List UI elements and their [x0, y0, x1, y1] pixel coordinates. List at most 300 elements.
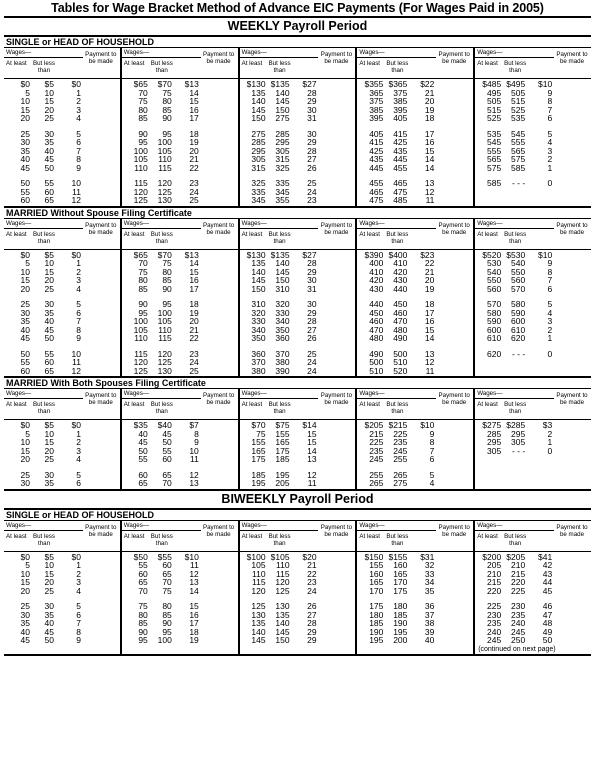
- table-row: [240, 334, 356, 343]
- but-less-value: 95: [162, 299, 172, 309]
- but-less-value: 20: [44, 275, 54, 285]
- but-less-value: 100: [157, 137, 172, 147]
- table-row: [240, 367, 356, 376]
- at-least-value: 85: [138, 618, 148, 628]
- at-least-value: 165: [251, 445, 266, 456]
- at-least-value: 45: [138, 437, 148, 447]
- at-least-label: At least: [477, 230, 498, 238]
- but-less-value: 40: [44, 145, 54, 156]
- payment-value: 50: [542, 635, 553, 645]
- at-least-label: At least: [241, 230, 263, 238]
- payment-value: 19: [424, 283, 435, 294]
- column-header: [4, 521, 120, 552]
- but-less-value: 435: [393, 145, 408, 156]
- at-least-value: 415: [369, 137, 384, 147]
- table-row: [4, 479, 120, 488]
- table-row: [122, 164, 238, 173]
- payment-value: 7: [76, 618, 81, 628]
- at-least-value: 130: [251, 609, 266, 620]
- payment-label: Payment to be made: [85, 523, 117, 538]
- but-less-value: 20: [44, 445, 54, 456]
- but-less-value: $530: [506, 249, 526, 260]
- payment-value: 7: [76, 145, 81, 156]
- at-least-value: $100: [246, 551, 266, 562]
- at-least-value: 50: [20, 178, 30, 188]
- but-less-label: But less than: [150, 401, 173, 415]
- at-least-value: 105: [133, 154, 148, 164]
- but-less-value: 515: [511, 96, 526, 106]
- column-header: [122, 521, 238, 552]
- wages-label: Wages—: [359, 390, 385, 397]
- wages-label: Wages—: [359, 219, 385, 227]
- payment-value: 9: [76, 333, 81, 343]
- header-rule: [357, 398, 436, 399]
- but-less-value: 30: [44, 299, 54, 309]
- but-less-value: 535: [511, 113, 526, 123]
- at-least-value: 365: [369, 87, 384, 98]
- payment-value: 18: [424, 299, 435, 309]
- but-less-value: 110: [276, 560, 290, 570]
- payment-value: 29: [307, 266, 317, 277]
- at-least-value: 90: [138, 626, 148, 637]
- header-rule: [122, 530, 201, 531]
- but-less-value: 555: [511, 137, 526, 147]
- header-rule: [4, 228, 83, 229]
- payment-value: $10: [538, 249, 553, 260]
- payment-value: 6: [76, 307, 81, 318]
- but-less-value: 60: [162, 560, 172, 570]
- header-rule: [475, 398, 554, 399]
- at-least-value: 140: [251, 96, 266, 106]
- row-block: [475, 79, 591, 124]
- at-least-value: 295: [251, 145, 266, 156]
- payment-value: 23: [189, 178, 199, 188]
- at-least-value: 95: [138, 635, 148, 645]
- at-least-value: 100: [133, 145, 148, 156]
- payment-value: 12: [424, 186, 435, 197]
- payment-value: 24: [307, 186, 317, 197]
- payment-value: 17: [424, 307, 435, 318]
- wage-column: [238, 48, 356, 206]
- at-least-value: 235: [369, 445, 384, 456]
- at-least-value: 80: [138, 609, 148, 620]
- but-less-value: 120: [157, 178, 172, 188]
- payment-value: 30: [307, 104, 317, 115]
- payment-value: 15: [189, 601, 199, 611]
- at-least-value: 185: [369, 618, 384, 628]
- payment-value: 19: [424, 104, 435, 115]
- but-less-value: 370: [275, 348, 290, 359]
- payment-value: 12: [424, 357, 435, 367]
- payment-value: 0: [547, 178, 553, 188]
- at-least-value: $275: [482, 420, 502, 430]
- at-least-value: 15: [20, 275, 30, 285]
- section-title: MARRIED With Both Spouses Filing Certificate: [4, 378, 591, 389]
- page: [4, 0, 591, 656]
- payment-label: Payment to be made: [556, 51, 588, 65]
- payment-value: 39: [424, 626, 435, 637]
- wages-label: Wages—: [241, 390, 267, 397]
- column-header: [475, 389, 591, 420]
- at-least-value: 225: [369, 437, 384, 447]
- section-title: SINGLE or HEAD OF HOUSEHOLD: [4, 37, 591, 48]
- at-least-value: 90: [138, 128, 148, 139]
- column-header: [357, 219, 473, 250]
- row-block: [4, 552, 120, 597]
- but-less-label: But less than: [150, 532, 173, 547]
- table-row: [122, 455, 238, 464]
- table-row: [357, 164, 473, 173]
- but-less-value: 380: [275, 357, 290, 367]
- at-least-value: 20: [20, 585, 30, 596]
- column-header: [4, 48, 120, 79]
- but-less-value: 50: [44, 162, 54, 173]
- but-less-value: $495: [506, 79, 526, 89]
- column-header: [357, 48, 473, 79]
- table-row: [357, 114, 473, 123]
- payment-label: Payment to be made: [556, 221, 588, 236]
- payment-value: 27: [307, 154, 317, 164]
- table-row: [475, 636, 591, 645]
- at-least-value: 455: [369, 178, 384, 188]
- payment-value: 29: [307, 307, 317, 318]
- payment-value: $0: [71, 420, 81, 430]
- payment-value: 14: [424, 154, 435, 164]
- row-block: [4, 420, 120, 465]
- at-least-value: 305: [251, 154, 266, 164]
- header-rule: [240, 530, 319, 531]
- column-header: [122, 389, 238, 420]
- but-less-value: 220: [511, 577, 526, 587]
- at-least-value: 125: [251, 601, 266, 611]
- payment-value: 2: [547, 154, 553, 164]
- at-least-value: 115: [134, 178, 148, 188]
- at-least-value: 440: [369, 299, 384, 309]
- payment-value: 42: [542, 560, 553, 570]
- at-least-value: 255: [369, 469, 384, 480]
- but-less-value: 560: [511, 275, 526, 285]
- but-less-value: 175: [393, 585, 408, 596]
- at-least-value: 470: [369, 324, 384, 335]
- at-least-value: 185: [251, 469, 266, 480]
- payment-value: $10: [420, 420, 435, 430]
- table-row: [4, 587, 120, 596]
- at-least-value: 115: [252, 577, 266, 587]
- but-less-value: 150: [275, 104, 290, 115]
- payment-value: 24: [307, 585, 317, 596]
- payment-value: 48: [542, 618, 553, 628]
- at-least-value: 135: [251, 618, 266, 628]
- payment-value: 16: [189, 275, 199, 285]
- wages-label: Wages—: [6, 390, 32, 397]
- at-least-label: At least: [241, 401, 263, 408]
- but-less-value: 585: [511, 162, 526, 173]
- row-block: [240, 178, 356, 206]
- table-row: [475, 164, 591, 173]
- at-least-value: 230: [487, 609, 502, 620]
- row-block: [4, 299, 120, 344]
- but-less-value: 250: [511, 635, 526, 645]
- at-least-value: 530: [487, 258, 502, 268]
- table-row: [475, 447, 591, 456]
- but-less-value: 545: [511, 128, 526, 139]
- column-header: [240, 521, 356, 552]
- row-block: [475, 420, 591, 456]
- wage-table: [4, 521, 591, 656]
- payment-value: 3: [76, 445, 81, 456]
- at-least-value: 30: [20, 307, 30, 318]
- payment-value: 24: [189, 186, 199, 197]
- payment-value: 11: [189, 560, 199, 570]
- but-less-value: 575: [511, 154, 526, 164]
- at-least-value: 70: [138, 258, 148, 268]
- payment-label: Payment to be made: [202, 523, 235, 538]
- but-less-value: 25: [44, 585, 54, 596]
- wage-column: [473, 219, 591, 377]
- but-less-value: 60: [44, 357, 54, 367]
- row-block: [357, 420, 473, 465]
- at-least-value: 75: [256, 428, 266, 439]
- but-less-value: 15: [44, 96, 54, 106]
- at-least-value: 125: [133, 195, 148, 205]
- at-least-value: 285: [487, 428, 502, 439]
- wage-column: [355, 389, 473, 489]
- row-block: [240, 79, 356, 124]
- payment-label: Payment to be made: [202, 392, 235, 406]
- table-row: [240, 455, 356, 464]
- at-least-value: 510: [369, 365, 384, 376]
- but-less-value: 70: [162, 478, 172, 488]
- but-less-value: 95: [162, 626, 172, 637]
- payment-value: 23: [307, 577, 317, 587]
- column-header: [475, 521, 591, 552]
- but-less-label: But less than: [268, 401, 291, 415]
- payment-value: 4: [547, 137, 553, 147]
- table-row: [4, 285, 120, 294]
- but-less-value: 245: [393, 445, 408, 456]
- at-least-value: 65: [138, 478, 148, 488]
- but-less-value: 465: [393, 178, 408, 188]
- payment-value: 11: [425, 195, 435, 205]
- table-row: [4, 251, 120, 260]
- payment-value: 7: [76, 316, 81, 326]
- column-header: [475, 219, 591, 250]
- payment-value: 22: [189, 333, 199, 343]
- but-less-value: 65: [44, 195, 54, 205]
- payment-value: 15: [307, 437, 317, 447]
- column-header: [357, 389, 473, 420]
- at-least-value: 30: [20, 478, 30, 488]
- at-least-value: $390: [364, 249, 384, 260]
- at-least-value: 20: [20, 454, 30, 464]
- payment-label: Payment to be made: [556, 523, 588, 538]
- but-less-value: 135: [275, 609, 290, 620]
- payment-value: 14: [189, 87, 199, 98]
- at-least-value: 545: [487, 137, 502, 147]
- at-least-value: 215: [369, 428, 384, 439]
- payment-value: 9: [194, 437, 199, 447]
- payment-value: 8: [76, 324, 81, 335]
- payment-value: 5: [547, 128, 553, 139]
- header-rule: [240, 398, 319, 399]
- table-row: [122, 196, 238, 205]
- row-block: [357, 552, 473, 597]
- row-block: [357, 129, 473, 174]
- but-less-label: But less than: [386, 230, 409, 245]
- at-least-value: 125: [133, 365, 148, 376]
- wages-label: Wages—: [477, 521, 503, 529]
- at-least-value: 40: [20, 626, 30, 637]
- but-less-value: 390: [275, 365, 290, 376]
- payment-value: 13: [189, 577, 199, 587]
- at-least-value: 40: [138, 428, 148, 439]
- payment-value: 7: [547, 104, 553, 115]
- but-less-value: 210: [511, 560, 526, 570]
- but-less-value: 325: [275, 162, 290, 173]
- payment-value: 8: [76, 626, 81, 637]
- payment-value: 38: [424, 618, 435, 628]
- but-less-value: 295: [275, 137, 290, 147]
- at-least-value: 35: [20, 316, 30, 326]
- table-row: [4, 196, 120, 205]
- table-row: [240, 479, 356, 488]
- row-block: [240, 552, 356, 597]
- but-less-value: 115: [158, 162, 172, 173]
- but-less-value: 110: [158, 324, 172, 335]
- at-least-value: 85: [138, 113, 148, 123]
- at-least-value: 30: [20, 609, 30, 620]
- but-less-value: 10: [44, 258, 54, 268]
- payment-value: 1: [547, 333, 553, 343]
- but-less-value: 45: [162, 428, 172, 439]
- payment-value: 21: [189, 324, 199, 335]
- but-less-value: 105: [157, 316, 172, 326]
- payment-value: 5: [76, 469, 81, 480]
- but-less-value: 55: [44, 178, 54, 188]
- but-less-value: 345: [275, 186, 290, 197]
- row-block: [122, 470, 238, 489]
- but-less-value: 195: [393, 626, 408, 637]
- payment-value: 14: [424, 162, 435, 173]
- table-row: [240, 636, 356, 645]
- payment-value: 19: [189, 307, 199, 318]
- but-less-value: 140: [275, 87, 290, 98]
- but-less-value: 230: [511, 601, 526, 611]
- table-row: [475, 587, 591, 596]
- at-least-label: At least: [123, 230, 145, 238]
- at-least-value: 120: [133, 186, 148, 197]
- but-less-value: 450: [393, 299, 408, 309]
- at-least-value: 110: [134, 162, 148, 173]
- but-less-value: 570: [511, 283, 526, 294]
- payment-value: 25: [307, 348, 317, 359]
- payment-label: Payment to be made: [320, 523, 353, 538]
- payment-value: 5: [429, 469, 435, 480]
- row-block: [475, 129, 591, 174]
- but-less-value: 415: [393, 128, 408, 139]
- at-least-label: At least: [6, 401, 27, 408]
- payment-value: 17: [189, 283, 199, 294]
- payment-value: 4: [76, 454, 81, 464]
- but-less-value: 165: [275, 437, 290, 447]
- payment-value: 13: [424, 178, 435, 188]
- wages-label: Wages—: [123, 521, 150, 529]
- but-less-value: 490: [393, 333, 408, 343]
- but-less-value: 155: [275, 428, 290, 439]
- but-less-value: 480: [393, 324, 408, 335]
- at-least-value: 10: [20, 568, 30, 579]
- payment-value: 29: [307, 626, 317, 637]
- column-header: [240, 219, 356, 250]
- row-block: [475, 178, 591, 189]
- but-less-label: But less than: [32, 230, 55, 245]
- but-less-value: 150: [275, 275, 290, 285]
- at-least-value: 5: [25, 258, 30, 268]
- at-least-value: $65: [133, 249, 148, 260]
- at-least-value: 380: [251, 365, 266, 376]
- at-least-value: $65: [133, 79, 148, 89]
- header-rule: [475, 228, 554, 229]
- payment-value: 1: [547, 437, 553, 447]
- at-least-value: 505: [487, 96, 502, 106]
- but-less-value: 150: [275, 635, 290, 645]
- but-less-value: 100: [157, 307, 172, 318]
- but-less-value: 185: [275, 454, 290, 464]
- payment-value: 5: [76, 601, 81, 611]
- at-least-value: 25: [20, 601, 30, 611]
- at-least-value: 70: [138, 585, 148, 596]
- but-less-label: But less than: [32, 60, 55, 74]
- wage-column: [238, 521, 356, 654]
- payment-value: 21: [424, 266, 435, 277]
- at-least-value: 25: [20, 128, 30, 139]
- table-row: [122, 636, 238, 645]
- table-row: [357, 587, 473, 596]
- table-row: [122, 587, 238, 596]
- table-row: [357, 334, 473, 343]
- at-least-value: 570: [487, 299, 502, 309]
- but-less-value: 200: [393, 635, 408, 645]
- at-least-value: 90: [138, 299, 148, 309]
- payment-value: 5: [76, 128, 81, 139]
- at-least-value: 75: [138, 266, 148, 277]
- but-less-value: $400: [388, 249, 408, 260]
- but-less-value: 185: [393, 609, 408, 620]
- at-least-value: $200: [482, 551, 502, 562]
- at-least-value: 95: [138, 137, 148, 147]
- but-less-value: 20: [44, 577, 54, 587]
- but-less-value: 15: [44, 568, 54, 579]
- but-less-value: 45: [44, 154, 54, 164]
- at-least-value: 115: [134, 348, 148, 359]
- at-least-value: 210: [487, 568, 502, 579]
- payment-value: 14: [424, 333, 435, 343]
- row-block: [4, 129, 120, 174]
- but-less-label: But less than: [504, 401, 527, 415]
- at-least-value: 160: [369, 568, 384, 579]
- but-less-value: 425: [393, 137, 408, 147]
- header-rule: [4, 530, 83, 531]
- at-least-value: 600: [487, 324, 502, 335]
- but-less-value: 455: [393, 162, 408, 173]
- at-least-value: 175: [251, 454, 266, 464]
- but-less-value: 105: [157, 145, 172, 156]
- payment-value: 9: [547, 258, 553, 268]
- but-less-value: 420: [393, 266, 408, 277]
- payment-value: 11: [425, 365, 435, 376]
- but-less-value: $365: [388, 79, 408, 89]
- wages-label: Wages—: [477, 390, 503, 397]
